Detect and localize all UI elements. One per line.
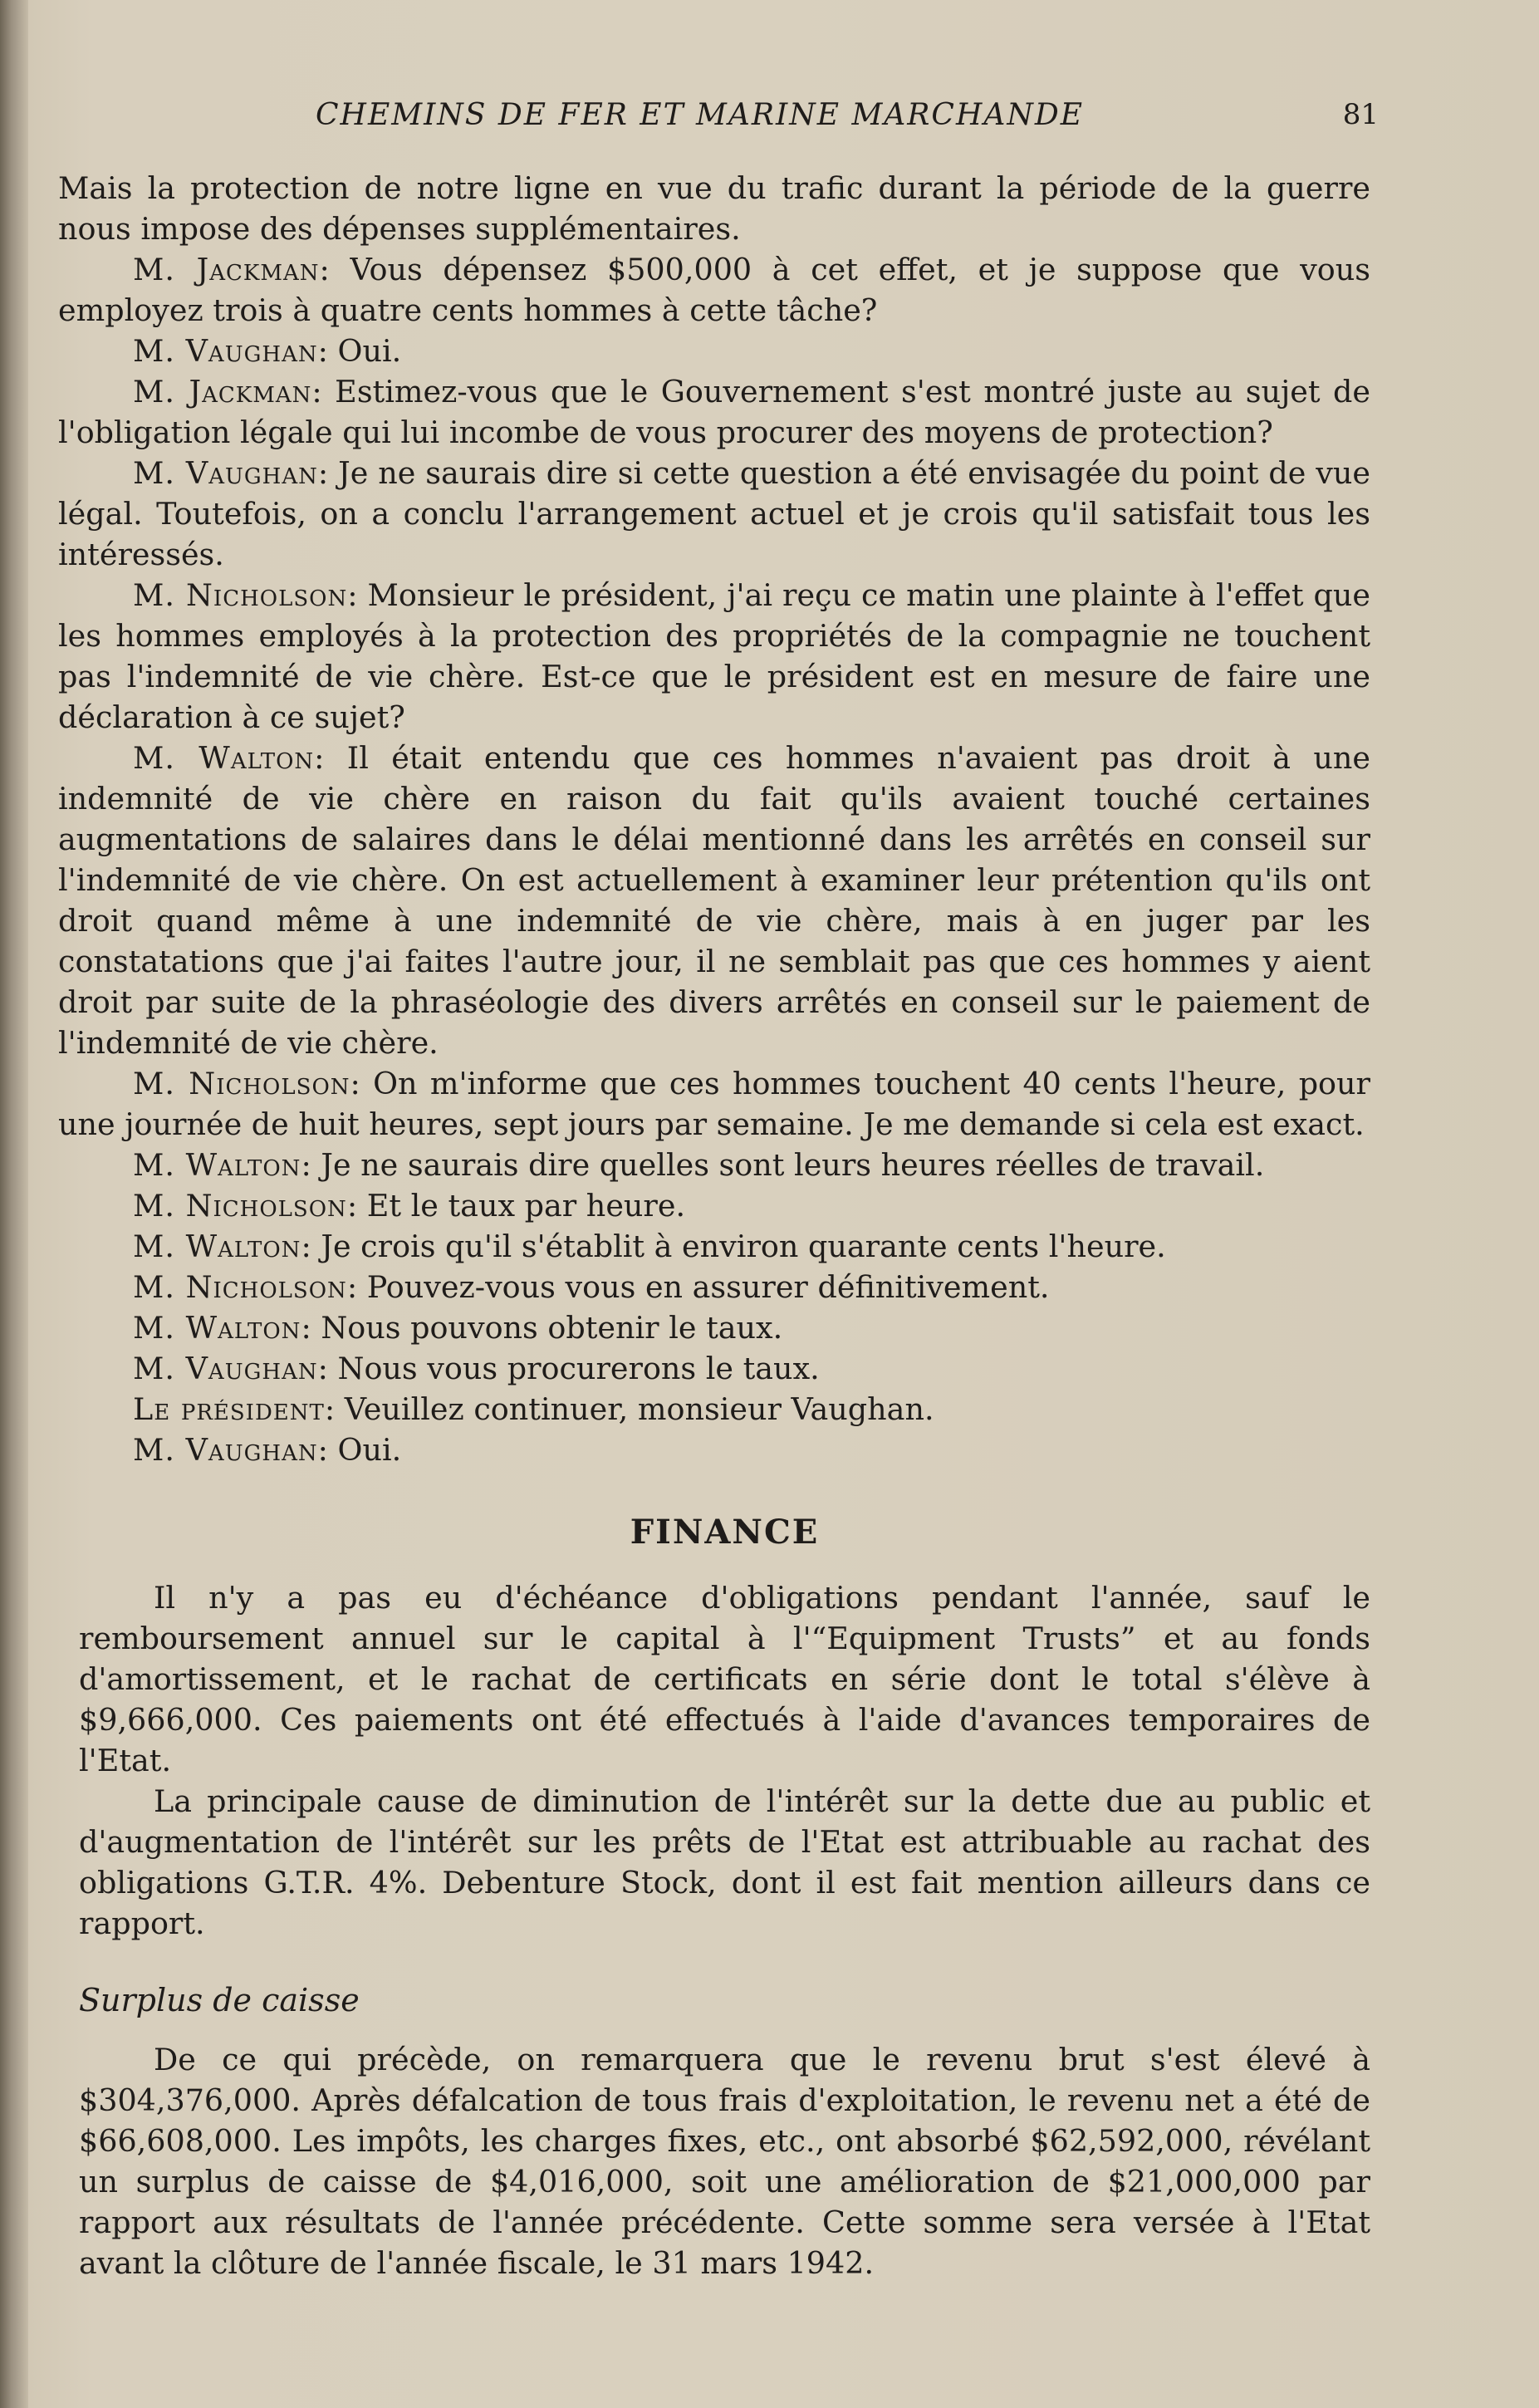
dialogue-paragraph: M. Vaughan: Je ne saurais dire si cette question a été envisagée du point de vue légal. Toutefois, on a conclu l'arrangement actuel et je crois qu'il satisfait tous les intéressés. <box>58 455 1370 572</box>
dialogue-paragraph: Le président: Veuillez continuer, monsieur Vaughan. <box>133 1391 934 1427</box>
speech: Il était entendu que ces hommes n'avaient pas droit à une indemnité de vie chère en raison du fait qu'ils avaient touché certaines augmentations de salaires dans le délai mentionné dans les arrêtés en conseil sur l'indemnité de vie chère. On est actuellement à examiner leur prétention qu'ils ont droit quand même à une indemnité de vie chère, mais à en juger par les constatations que j'ai faites l'autre jour, il ne semblait pas que ces hommes y aient droit par suite de la phraséologie des divers arrêtés en conseil sur le paiement de l'indemnité de vie chère. <box>58 740 1370 1061</box>
speaker: M. Vaughan <box>133 455 318 491</box>
speaker: M. Jackman <box>133 374 312 410</box>
speaker: M. Vaughan <box>133 333 318 369</box>
paragraph: Mais la protection de notre ligne en vue du trafic durant la période de la guerre nous impose des dépenses supplémentaires. <box>58 170 1370 247</box>
speaker: Le président <box>133 1391 325 1427</box>
dialogue-paragraph: M. Walton: Il était entendu que ces hommes n'avaient pas droit à une indemnité de vie chère en raison du fait qu'ils avaient touché certaines augmentations de salaires dans le délai mentionné dans les arrêtés en conseil sur l'indemnité de vie chère. On est actuellement à examiner leur prétention qu'ils ont droit quand même à une indemnité de vie chère, mais à en juger par les constatations que j'ai faites l'autre jour, il ne semblait pas que ces hommes y aient droit par suite de la phraséologie des divers arrêtés en conseil sur le paiement de l'indemnité de vie chère. <box>58 740 1370 1061</box>
speech: Veuillez continuer, monsieur Vaughan. <box>344 1391 934 1427</box>
speech: Monsieur le président, j'ai reçu ce matin une plainte à l'effet que les hommes employés à la protection des propriétés de la compagnie ne touchent pas l'indemnité de vie chère. Est-ce que le président est en mesure de faire une déclaration à ce sujet? <box>58 577 1371 735</box>
page-number: 81 <box>1342 98 1379 131</box>
dialogue-paragraph: M. Vaughan: Nous vous procurerons le taux. <box>133 1351 820 1386</box>
speech: Oui. <box>337 1432 402 1468</box>
speech: Je crois qu'il s'établit à environ quarante cents l'heure. <box>321 1229 1166 1264</box>
speaker: M. Vaughan <box>133 1351 318 1386</box>
dialogue-paragraph: M. Nicholson: Pouvez-vous vous en assurer définitivement. <box>133 1269 1050 1305</box>
speech: Oui. <box>337 333 402 369</box>
speaker: M. Jackman <box>133 252 320 287</box>
speech: Je ne saurais dire quelles sont leurs heures réelles de travail. <box>321 1147 1265 1183</box>
dialogue-paragraph: M. Nicholson: Monsieur le président, j'ai reçu ce matin une plainte à l'effet que les hommes employés à la protection des propriétés de la compagnie ne touchent pas l'indemnité de vie chère. Est-ce que le président est en mesure de faire une déclaration à ce sujet? <box>58 577 1371 735</box>
speech: Je ne saurais dire si cette question a été envisagée du point de vue légal. Toutefois, on a conclu l'arrangement actuel et je crois qu'il satisfait tous les intéressés. <box>58 455 1370 572</box>
dialogue-paragraph: M. Jackman: Estimez-vous que le Gouvernement s'est montré juste au sujet de l'obligation légale qui lui incombe de vous procurer des moyens de protection? <box>58 374 1371 450</box>
speaker: M. Nicholson <box>133 1188 347 1224</box>
dialogue-paragraph: M. Jackman: Vous dépensez $500,000 à cet effet, et je suppose que vous employez trois à quatre cents hommes à cette tâche? <box>58 252 1370 328</box>
dialogue-paragraph: M. Vaughan: Oui. <box>133 333 402 369</box>
speech: Vous dépensez $500,000 à cet effet, et je suppose que vous employez trois à quatre cents hommes à cette tâche? <box>58 252 1370 328</box>
speech: Estimez-vous que le Gouvernement s'est montré juste au sujet de l'obligation légale qui lui incombe de vous procurer des moyens de protection? <box>58 374 1371 450</box>
dialogue-paragraph: M. Walton: Je ne saurais dire quelles sont leurs heures réelles de travail. <box>133 1147 1265 1183</box>
speaker: M. Walton <box>133 1147 301 1183</box>
body-text <box>58 168 1370 2283</box>
speaker: M. Walton <box>133 740 315 776</box>
page-header <box>316 98 1379 140</box>
paragraph: La principale cause de diminution de l'intérêt sur la dette due au public et d'augmentation de l'intérêt sur les prêts de l'Etat est attribuable au rachat des obligations G.T.R. 4%. Debenture Stock, dont il est fait mention ailleurs dans ce rapport. <box>79 1783 1370 1941</box>
speech: On m'informe que ces hommes touchent 40 cents l'heure, pour une journée de huit heures, sept jours par semaine. Je me demande si cela est exact. <box>58 1066 1370 1142</box>
subsection-title: Surplus de caisse <box>79 1982 360 2018</box>
speaker: M. Walton <box>133 1310 301 1346</box>
running-head: CHEMINS DE FER ET MARINE MARCHANDE <box>316 98 1084 132</box>
finance-section <box>79 1512 1370 2283</box>
speech: Et le taux par heure. <box>366 1188 686 1224</box>
speech: Nous pouvons obtenir le taux. <box>321 1310 783 1346</box>
dialogue-paragraph: M. Walton: Nous pouvons obtenir le taux. <box>133 1310 783 1346</box>
speaker: M. Nicholson <box>133 1269 347 1305</box>
speaker: M. Nicholson <box>133 1066 350 1101</box>
paragraph: De ce qui précède, on remarquera que le revenu brut s'est élevé à $304,376,000. Après défalcation de tous frais d'exploitation, le revenu net a été de $66,608,000. Les impôts, les charges fixes, etc., ont absorbé $62,592,000, révélant un surplus de caisse de $4,016,000, soit une amélioration de $21,000,000 par rapport aux résultats de l'année précédente. Cette somme sera versée à l'Etat avant la clôture de l'année fiscale, le 31 mars 1942. <box>79 2042 1370 2281</box>
dialogue-paragraph: M. Nicholson: Et le taux par heure. <box>133 1188 686 1224</box>
speaker: M. Nicholson <box>133 577 348 613</box>
speech: Nous vous procurerons le taux. <box>337 1351 820 1386</box>
binding-gutter <box>0 0 28 2408</box>
paragraph: Il n'y a pas eu d'échéance d'obligations pendant l'année, sauf le remboursement annuel sur le capital à l'“Equipment Trusts” et au fonds d'amortissement, et le rachat de certificats en série dont le total s'élève à $9,666,000. Ces paiements ont été effectués à l'aide d'avances temporaires de l'Etat. <box>79 1580 1370 1778</box>
speaker: M. Walton <box>133 1229 301 1264</box>
dialogue-paragraph: M. Walton: Je crois qu'il s'établit à environ quarante cents l'heure. <box>133 1229 1166 1264</box>
section-title: FINANCE <box>630 1513 820 1552</box>
dialogue-paragraph: M. Nicholson: On m'informe que ces hommes touchent 40 cents l'heure, pour une journée de huit heures, sept jours par semaine. Je me demande si cela est exact. <box>58 1066 1370 1142</box>
dialogue-paragraph: M. Vaughan: Oui. <box>133 1432 402 1468</box>
speech: Pouvez-vous vous en assurer définitivement. <box>366 1269 1050 1305</box>
speaker: M. Vaughan <box>133 1432 318 1468</box>
